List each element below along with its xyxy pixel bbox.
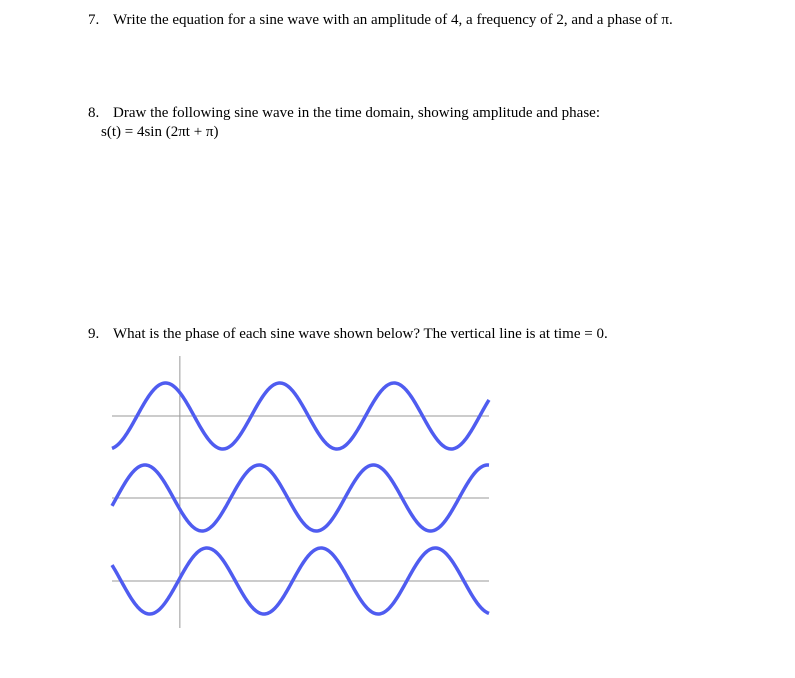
question-8-text: Draw the following sine wave in the time domain, showing amplitude and phase: (113, 105, 600, 121)
question-7-text: Write the equation for a sine wave with an amplitude of 4, a frequency of 2, and a phase of π. (113, 12, 673, 28)
question-9-text: What is the phase of each sine wave shown below? The vertical line is at time = 0. (113, 326, 608, 342)
question-8-number: 8. (88, 105, 100, 121)
question-7-number: 7. (88, 12, 100, 28)
question-9-number: 9. (88, 326, 100, 342)
question-8-equation: s(t) = 4sin (2πt + π) (101, 124, 219, 140)
